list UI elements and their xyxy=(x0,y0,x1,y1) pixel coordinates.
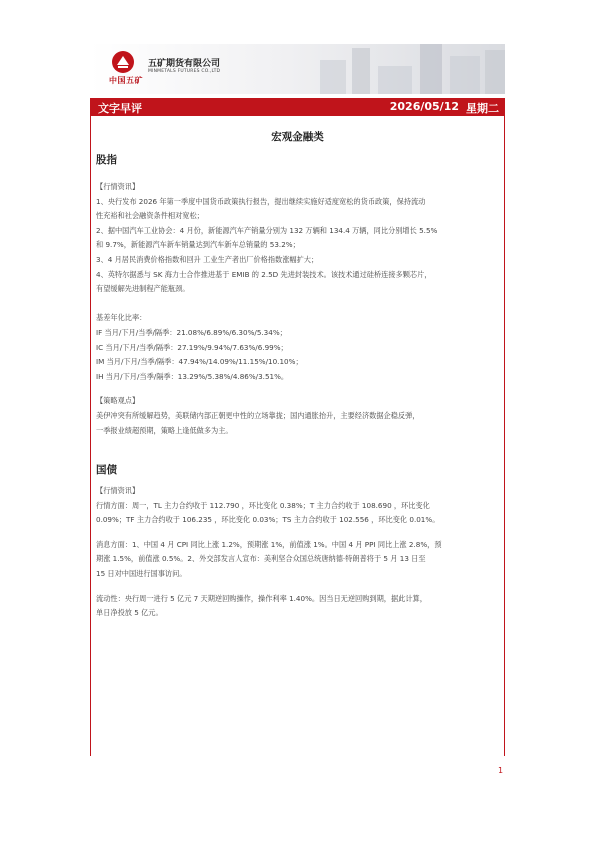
company-name-en: MINMETALS FUTURES CO.,LTD xyxy=(148,69,221,74)
basis-line: IF 当月/下月/当季/隔季：21.08%/6.89%/6.30%/5.34%； xyxy=(96,327,287,337)
banner-building xyxy=(485,50,505,94)
report-date: 2026/05/12 xyxy=(389,100,459,113)
basis-label: 基差年化比率： xyxy=(96,313,147,323)
strategy-line: 一季报业绩超预期，策略上逢低做多为主。 xyxy=(96,425,233,435)
section-title: 宏观金融类 xyxy=(271,131,324,143)
bonds-heading: 国债 xyxy=(96,464,117,477)
minmetals-logo-icon xyxy=(111,50,135,74)
report-body xyxy=(96,152,500,621)
news-label: 【行情资讯】 xyxy=(96,486,140,496)
company-logo xyxy=(106,50,256,90)
stock-index-heading: 股指 xyxy=(96,154,117,166)
news-line: 1、央行发布 2026 年第一季度中国货币政策执行报告，提出继续实施好适度宽松的货币政策，保持流动 xyxy=(96,196,426,206)
page-number: 1 xyxy=(498,766,504,775)
market-line: 0.09%；TF 主力合约收于 106.235 ，环比变化 0.03%；TS 主力合约收于 102.556 ，环比变化 0.01%。 xyxy=(96,515,440,525)
banner-building xyxy=(450,56,480,94)
news-line: 和 9.7%，新能源汽车新车销量达到汽车新车总销量的 53.2%； xyxy=(96,240,300,250)
bond-news-line: 消息方面：1、中国 4 月 CPI 同比上涨 1.2%，预期涨 1%，前值涨 1%。中国 4 月 PPI 同比上涨 2.8%，预 xyxy=(96,539,442,549)
news-label: 【行情资讯】 xyxy=(96,182,140,191)
report-weekday: 星期二 xyxy=(466,102,499,115)
liquidity-line: 流动性：央行周一进行 5 亿元 7 天期逆回购操作，操作利率 1.40%。因当日无逆回购到期，据此计算， xyxy=(96,593,427,603)
bond-news-line: 期涨 1.5%，前值涨 0.5%。2、外交部发言人宣布：美利坚合众国总统唐纳德·特朗普将于 5 月 13 日至 xyxy=(96,554,426,564)
basis-line: IM 当月/下月/当季/隔季：47.94%/14.09%/11.15%/10.10%； xyxy=(96,357,303,367)
market-line: 行情方面：周一，TL 主力合约收于 112.790 ，环比变化 0.38%；T 主力合约收于 108.690 ，环比变化 xyxy=(96,500,430,510)
company-name: 五矿期货有限公司 xyxy=(148,59,221,69)
banner-building xyxy=(320,60,346,94)
basis-line: IH 当月/下月/当季/隔季：13.29%/5.38%/4.86%/3.51%。 xyxy=(96,371,289,381)
news-line: 性充裕和社会融资条件相对宽松； xyxy=(96,211,204,221)
banner-building xyxy=(352,48,370,94)
report-title-bar xyxy=(90,98,505,116)
basis-line: IC 当月/下月/当季/隔季：27.19%/9.94%/7.63%/6.99%； xyxy=(96,342,288,352)
group-name: 中国五矿 xyxy=(109,76,143,85)
news-line: 4、英特尔据悉与 SK 海力士合作推进基于 EMIB 的 2.5D 先进封装技术。该技术通过硅桥连接多颗芯片， xyxy=(96,269,432,279)
report-title: 文字早评 xyxy=(98,102,142,115)
liquidity-line: 单日净投放 5 亿元。 xyxy=(96,608,163,618)
banner-building xyxy=(378,66,412,94)
banner-building xyxy=(420,44,442,94)
strategy-line: 美伊冲突有所缓解趋势，美联储内部正朝更中性的立场靠拢；国内通胀抬升，主要经济数据企稳反弹， xyxy=(96,410,420,420)
news-line: 3、4 月居民消费价格指数和回升 工业生产者出厂价格指数涨幅扩大； xyxy=(96,254,319,264)
news-line: 有望缓解先进制程产能瓶颈。 xyxy=(96,284,190,294)
bond-news-line: 15 日对中国进行国事访问。 xyxy=(96,569,187,579)
strategy-label: 【策略观点】 xyxy=(96,396,140,406)
news-line: 2、据中国汽车工业协会：4 月份，新能源汽车产销量分别为 132 万辆和 134.4 万辆，同比分别增长 5.5% xyxy=(96,225,438,235)
